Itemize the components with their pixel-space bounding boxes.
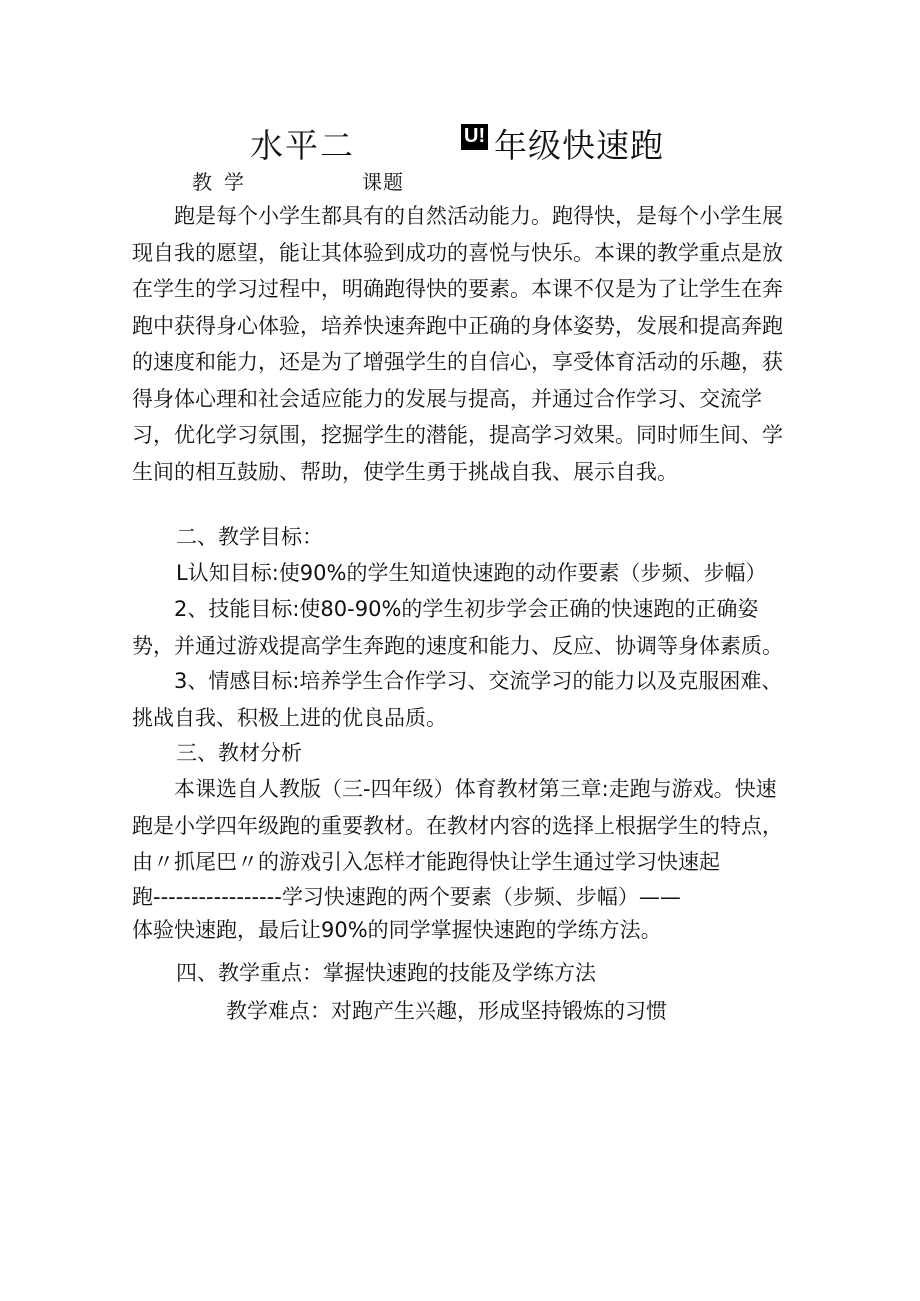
difficulty-point: 教学难点：对跑产生兴趣，形成坚持锻炼的习惯: [226, 999, 667, 1023]
goal-skill-paragraph: [132, 591, 792, 664]
intro-paragraph: [132, 198, 792, 490]
material-line-elements: 跑-----------------学习快速跑的两个要素（步频、步幅）——: [132, 885, 681, 909]
label-teaching: 教学: [192, 170, 256, 194]
label-topic: 课题: [362, 170, 404, 194]
intro-text: 跑是每个小学生都具有的自然活动能力。跑得快，是每个小学生展现自我的愿望，能让其体验到成功的喜悦与快乐。本课的教学重点是放在学生的学习过程中，明确跑得快的要素。本课不仅是为了让学生在奔跑中获得身心体验，培养快速奔跑中正确的身体姿势，发展和提高奔跑的速度和能力，还是为了增强学生的自信心，享受体育活动的乐趣，获得身体心理和社会适应能力的发展与提高，并通过合作学习、交流学习，优化学习氛围，挖掘学生的潜能，提高学习效果。同时师生间、学生间的相互鼓励、帮助，使学生勇于挑战自我、展示自我。: [132, 204, 783, 484]
title-level: 水平二: [250, 126, 355, 165]
material-line-experience: 体验快速跑，最后让90%的同学掌握快速跑的学练方法。: [132, 918, 662, 942]
goal-emotion-paragraph: [132, 663, 792, 736]
material-text: 本课选自人教版（三-四年级）体育教材第三章:走跑与游戏。快速跑是小学四年级跑的重要教材。在教材内容的选择上根据学生的特点，由〃抓尾巴〃的游戏引入怎样才能跑得快让学生通过学习快速起: [132, 777, 783, 874]
goal-skill: 2、技能目标:使80-90%的学生初步学会正确的快速跑的正确姿势，并通过游戏提高学生奔跑的速度和能力、反应、协调等身体素质。: [132, 597, 783, 658]
goal-cognitive: L认知目标:使90%的学生知道快速跑的动作要素（步频、步幅）: [176, 561, 767, 585]
title-topic: 年级快速跑: [494, 126, 664, 165]
goal-emotion: 3、情感目标:培养学生合作学习、交流学习的能力以及克服困难、挑战自我、积极上进的优良品质。: [132, 669, 783, 730]
goals-heading: 二、教学目标：: [176, 525, 323, 549]
material-paragraph: [132, 771, 792, 881]
title-grade-badge: U!: [461, 124, 488, 150]
key-point: 四、教学重点：掌握快速跑的技能及学练方法: [176, 961, 596, 985]
material-heading: 三、教材分析: [176, 741, 302, 765]
